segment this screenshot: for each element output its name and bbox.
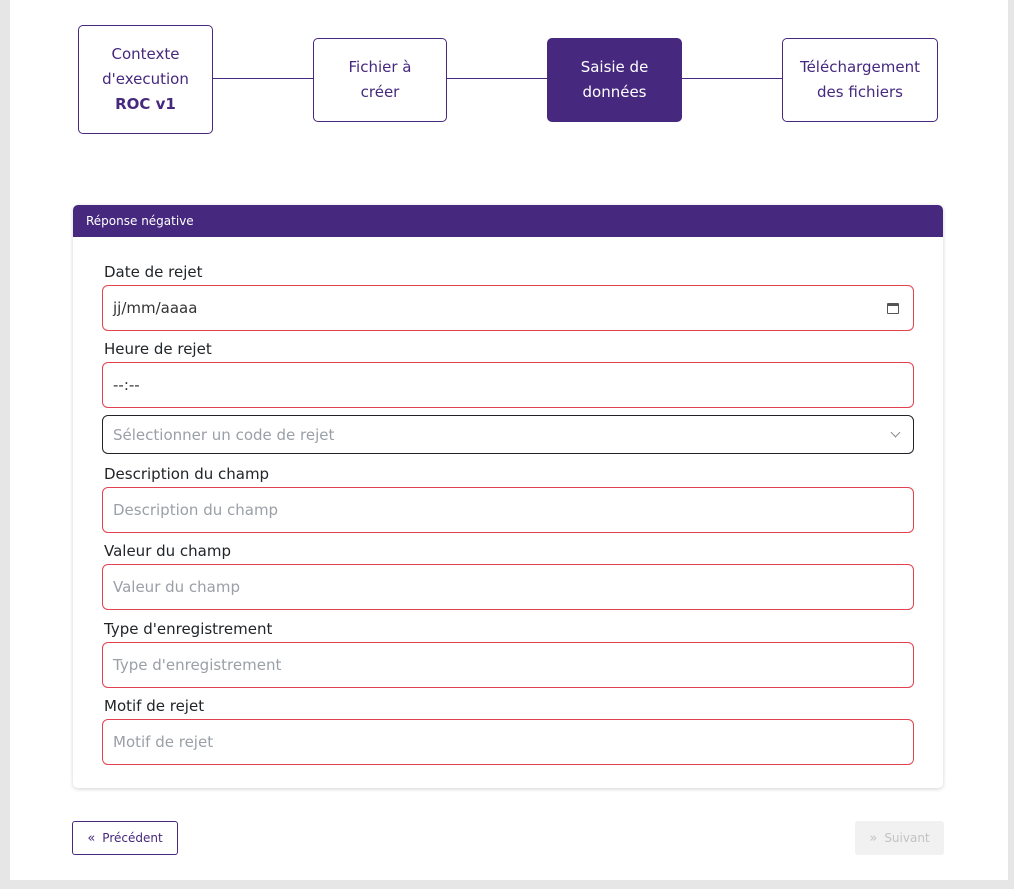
date-input[interactable] <box>102 285 914 331</box>
step-label-version: ROC v1 <box>115 95 176 113</box>
time-input[interactable] <box>102 362 914 408</box>
step-file-to-create[interactable] <box>313 38 447 122</box>
value-label: Valeur du champ <box>104 542 232 560</box>
step-label: Fichier à <box>348 58 412 76</box>
date-label: Date de rejet <box>104 263 203 281</box>
step-label: Contexte <box>111 45 180 63</box>
stepper <box>10 0 1008 140</box>
step-file-download[interactable] <box>782 38 938 122</box>
record-type-label: Type d'enregistrement <box>104 620 273 638</box>
description-input[interactable] <box>102 487 914 533</box>
reject-reason-placeholder: Motif de rejet <box>113 733 214 751</box>
next-label: Suivant <box>884 831 930 845</box>
description-placeholder: Description du champ <box>113 501 279 519</box>
previous-button[interactable] <box>72 821 178 855</box>
step-label: des fichiers <box>817 83 903 101</box>
description-label: Description du champ <box>104 465 270 483</box>
date-value: jj/mm/aaaa <box>113 299 198 317</box>
record-type-placeholder: Type d'enregistrement <box>113 656 282 674</box>
card-title: Réponse négative <box>73 205 943 237</box>
chevron-down-icon <box>891 428 901 438</box>
value-placeholder: Valeur du champ <box>113 578 241 596</box>
calendar-icon[interactable] <box>887 303 899 314</box>
next-button[interactable] <box>855 821 944 855</box>
step-data-entry[interactable] <box>547 38 682 122</box>
time-value: --:-- <box>113 376 140 394</box>
reject-code-select[interactable] <box>102 415 914 454</box>
previous-label: Précédent <box>102 831 163 845</box>
page <box>10 0 1008 880</box>
reject-code-placeholder: Sélectionner un code de rejet <box>113 425 335 444</box>
step-label: d'execution <box>102 70 189 88</box>
negative-response-card <box>73 205 943 788</box>
record-type-input[interactable] <box>102 642 914 688</box>
step-connector <box>681 78 783 79</box>
value-input[interactable] <box>102 564 914 610</box>
time-label: Heure de rejet <box>104 340 212 358</box>
chevrons-left-icon: « <box>87 830 96 846</box>
reject-reason-label: Motif de rejet <box>104 697 205 715</box>
step-connector <box>212 78 314 79</box>
reject-reason-input[interactable] <box>102 719 914 765</box>
step-label: Téléchargement <box>799 58 921 76</box>
step-label: Saisie de <box>580 58 649 76</box>
chevrons-right-icon: » <box>869 830 878 846</box>
step-label: données <box>582 83 647 101</box>
step-execution-context[interactable] <box>78 25 213 134</box>
step-connector <box>446 78 548 79</box>
step-label: créer <box>360 83 400 101</box>
